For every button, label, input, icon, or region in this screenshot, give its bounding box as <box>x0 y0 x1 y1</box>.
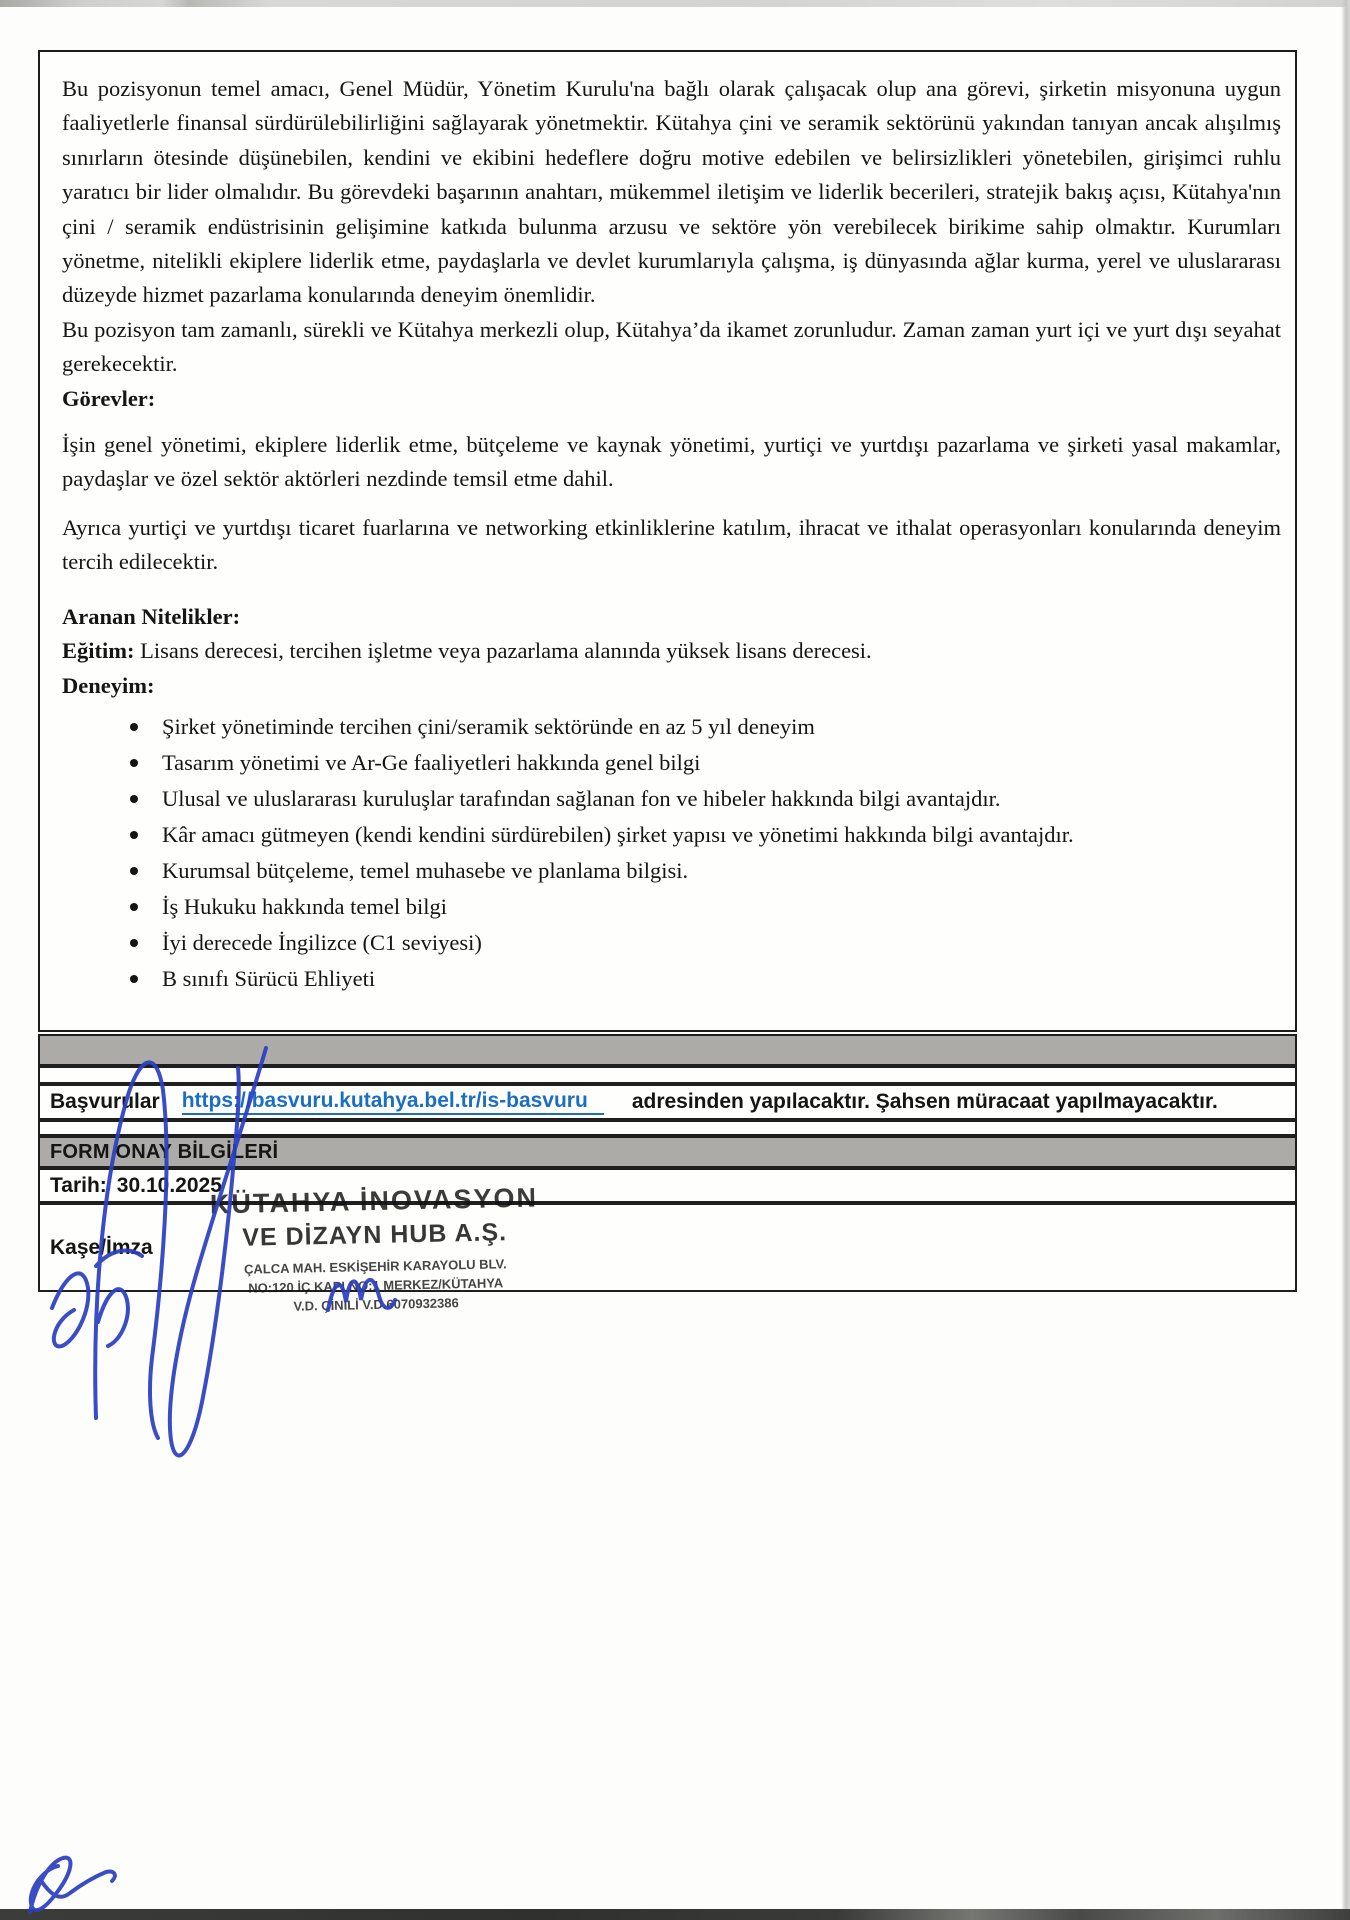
qualifications-heading: Aranan Nitelikler: <box>62 603 241 629</box>
duties-heading: Görevler: <box>62 385 156 411</box>
education-text: Lisans derecesi, tercihen işletme veya pazarlama alanında yüksek lisans derecesi. <box>140 638 872 664</box>
duties-paragraph-1: İşin genel yönetimi, ekiplere liderlik etme, bütçeleme ve kaynak yönetimi, yurtiçi ve yurtdışı pazarlama ve şirketi yasal makamlar, paydaşlar ve özel sektör aktörleri nezdinde temsil etme dahil. <box>62 432 1281 492</box>
scan-bottom-edge-artifact <box>0 1909 1350 1920</box>
date-value: 30.10.2025 <box>116 1173 222 1197</box>
application-suffix: adresinden yapılacaktır. Şahsen müracaat yapılmayacaktır. <box>631 1090 1218 1113</box>
job-description-box <box>38 50 1297 1032</box>
list-item: Ulusal ve uluslararası kuruluşlar tarafından sağlanan fon ve hibeler hakkında bilgi avantajdır. <box>62 781 1281 817</box>
stamp-address-line1: ÇALCA MAH. ESKİŞEHİR KARAYOLU BLV. <box>243 1256 507 1277</box>
stamp-signature-label: Kaşe/İmza <box>50 1235 153 1259</box>
education-line <box>62 634 1281 668</box>
education-label: Eğitim: <box>62 638 135 664</box>
form-approval-header: FORM ONAY BİLGİLERİ <box>50 1140 279 1163</box>
empty-row <box>38 1120 1297 1136</box>
company-stamp <box>164 1182 587 1319</box>
duties-paragraph-2: Ayrıca yurtiçi ve yurtdışı ticaret fuarlarına ve networking etkinliklerine katılım, ihracat ve ithalat operasyonları konularında deneyim tercih edilecektir. <box>62 514 1281 575</box>
list-item: İyi derecede İngilizce (C1 seviyesi) <box>62 925 1281 961</box>
pen-initials-bottom-left <box>30 1858 115 1912</box>
list-item: Kâr amacı gütmeyen (kendi kendini sürdürebilen) şirket yapısı ve yönetimi hakkında bilgi avantajdır. <box>62 817 1281 853</box>
scan-top-edge-artifact <box>0 0 1350 7</box>
list-item: B sınıfı Sürücü Ehliyeti <box>62 961 1281 997</box>
residence-paragraph: Bu pozisyon tam zamanlı, sürekli ve Kütahya merkezli olup, Kütahya’da ikamet zorunludur. Zaman zaman yurt içi ve yurt dışı seyahat gerekecektir. <box>62 316 1281 377</box>
intro-paragraph: Bu pozisyonun temel amacı, Genel Müdür, Yönetim Kurulu'na bağlı olarak çalışacak olup ana görevi, şirketin misyonuna uygun faaliyetlerle finansal sürdürülebilirliğini sağlayarak yönetmektir. Kütahya çini ve seramik sektörünü yakından tanıyan ancak alışılmış sınırların ötesinde düşünebilen, kendini ve ekibini hedeflere doğru motive edebilen ve belirsizlikleri yönetebilen, girişimci ruhlu yaratıcı bir lider olmalıdır. Bu görevdeki başarının anahtarı, mükemmel iletişim ve liderlik becerileri, stratejik bakış açısı, Kütahya'nın çini / seramik endüstrisinin gelişimine katkıda bulunma arzusu ve sektöre yön verebilecek birikime sahip olmaktır. Kurumları yönetme, nitelikli ekiplere liderlik etme, paydaşlarla ve devlet kurumlarıyla çalışma, iş dünyasında ağlar kurma, yerel ve uluslararası düzeyde hizmet pazarlama konularında deneyim önemlidir. <box>62 76 1281 308</box>
list-item: Kurumsal bütçeleme, temel muhasebe ve planlama bilgisi. <box>62 853 1281 889</box>
experience-heading: Deneyim: <box>62 672 155 698</box>
list-item: Tasarım yönetimi ve Ar-Ge faaliyetleri hakkında genel bilgi <box>62 745 1281 781</box>
requirements-list <box>62 709 1281 997</box>
empty-row <box>38 1066 1297 1084</box>
stamp-company-name-line2: VE DİZAYN HUB A.Ş. <box>242 1218 508 1252</box>
application-prefix: Başvurular <box>50 1090 160 1113</box>
stamp-company-name-line1: KÜTAHYA İNOVASYON <box>209 1182 539 1220</box>
application-link[interactable]: https://basvuru.kutahya.bel.tr/is-basvuru <box>182 1089 604 1115</box>
gray-divider-bar <box>38 1034 1297 1066</box>
date-label: Tarih: <box>50 1173 107 1197</box>
list-item: Şirket yönetiminde tercihen çini/seramik sektöründe en az 5 yıl deneyim <box>62 709 1281 745</box>
form-approval-header-bar <box>38 1136 1297 1168</box>
stamp-address-line2: NO:120 İÇ KAPI NO:1 MERKEZ/KÜTAHYA <box>248 1275 504 1296</box>
list-item: İş Hukuku hakkında temel bilgi <box>62 889 1281 925</box>
application-row <box>38 1084 1297 1120</box>
stamp-tax-line: V.D. ÇİNİLİ V.D.6070932386 <box>293 1295 459 1314</box>
page-right-shadow <box>1341 0 1350 1920</box>
